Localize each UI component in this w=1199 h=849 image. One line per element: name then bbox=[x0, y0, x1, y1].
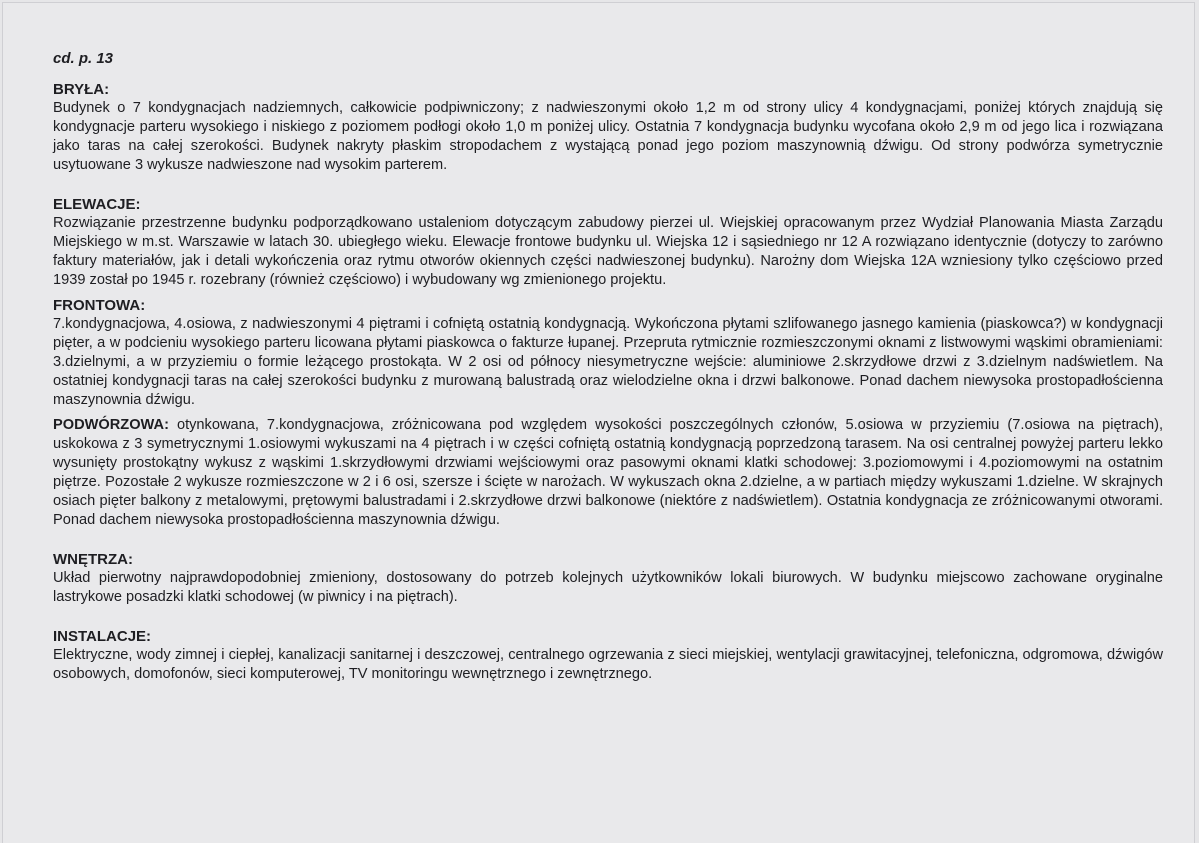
section-podworzowa bbox=[53, 416, 1163, 530]
section-instalacje bbox=[53, 627, 1163, 684]
document-content bbox=[53, 49, 1163, 684]
section-text-bryla: Budynek o 7 kondygnacjach nadziemnych, całkowicie podpiwniczony; z nadwieszonymi około 1,2 m od strony ulicy 4 kondygnacjami, poniżej których znajdują się kondygnacje parteru wysokiego i niskiego z poziomem podłogi około 1,0 m poniżej ulicy. Ostatnia 7 kondygnacja budynku wycofana około 2,9 m od jego lica i rozwiązana jako taras na całej szerokości. Budynek nakryty płaskim stropodachem z wystającą ponad jego poziom maszynownią dźwigu. Od strony podwórza symetrycznie usytuowane 3 wykusze nadwieszone nad wysokim parterem. bbox=[53, 100, 1163, 173]
section-heading-podworzowa: PODWÓRZOWA: bbox=[53, 417, 169, 433]
section-text-instalacje: Elektryczne, wody zimnej i ciepłej, kanalizacji sanitarnej i deszczowej, centralnego ogrzewania z sieci miejskiej, wentylacji grawitacyjnej, telefoniczna, odgromowa, dźwigów osobowych, domofonów, sieci komputerowej, TV monitoringu wewnętrznego i zewnętrznego. bbox=[53, 647, 1163, 682]
section-text-podworzowa: otynkowana, 7.kondygnacjowa, zróżnicowana pod względem wysokości poszczególnych członów, 5.osiowa w przyziemiu (7.osiowa na piętrach), uskokowa z 3 symetrycznymi 1.osiowymi wykuszami na 4 piętrach i w części cofniętą ostatnią kondygnacją poprzedzoną tarasem. Na osi centralnej powyżej parteru lekko wysunięty prostokątny wykusz z wąskimi 1.skrzydłowymi drzwiami wejściowymi oraz pasowymi oknami klatki schodowej: 3.poziomowymi i 4.poziomowymi na ostatnim piętrze. Pozostałe 2 wykusze rozmieszczone w 2 i 6 osi, szersze i ścięte w narożach. W wykuszach okna 2.dzielne, a w partiach między wykuszami 1.dzielne. W skrajnych osiach pięter balkony z metalowymi, prętowymi balustradami i 2.skrzydłowe drzwi balkonowe (niektóre z nadświetlem). Ostatnia kondygnacja ze zróżnicowanymi otworami. Ponad dachem niewysoka prostopadłościenna maszynownia dźwigu. bbox=[53, 417, 1163, 528]
page-reference: cd. p. 13 bbox=[53, 50, 114, 67]
section-heading-frontowa: FRONTOWA: bbox=[53, 297, 146, 314]
section-heading-bryla: BRYŁA: bbox=[53, 81, 110, 98]
section-heading-wnetrza: WNĘTRZA: bbox=[53, 551, 133, 568]
page-bottom-edge bbox=[0, 843, 1199, 849]
section-heading-elewacje: ELEWACJE: bbox=[53, 196, 141, 213]
section-paragraph-podworzowa bbox=[53, 416, 1163, 530]
section-frontowa bbox=[53, 296, 1163, 410]
section-heading-instalacje: INSTALACJE: bbox=[53, 628, 152, 645]
section-bryla bbox=[53, 80, 1163, 175]
section-wnetrza bbox=[53, 550, 1163, 607]
section-text-wnetrza: Układ pierwotny najprawdopodobniej zmieniony, dostosowany do potrzeb kolejnych użytkowników lokali biurowych. W budynku miejscowo zachowane oryginalne lastrykowe posadzki klatki schodowej (w piwnicy i na piętrach). bbox=[53, 570, 1163, 605]
section-text-elewacje: Rozwiązanie przestrzenne budynku podporządkowano ustaleniom dotyczącym zabudowy pierzei ul. Wiejskiej opracowanym przez Wydział Planowania Miasta Zarządu Miejskiego w m.st. Warszawie w latach 30. ubiegłego wieku. Elewacje frontowe budynku ul. Wiejska 12 i sąsiedniego nr 12 A rozwiązano identycznie (dotyczy to zarówno faktury materiałów, jak i detali wykończenia oraz rytmu otworów okiennych części nadwieszonej budynku). Narożny dom Wiejska 12A wzniesiony tylko częściowo przed 1939 został po 1945 r. rozebrany (również częściowo) i wybudowany wg zmienionego projektu. bbox=[53, 215, 1163, 288]
section-elewacje bbox=[53, 195, 1163, 290]
document-page bbox=[2, 2, 1195, 844]
section-text-frontowa: 7.kondygnacjowa, 4.osiowa, z nadwieszonymi 4 piętrami i cofniętą ostatnią kondygnacją. Wykończona płytami szlifowanego jasnego kamienia (piaskowca?) w kondygnacji pięter, a w podcieniu wysokiego parteru licowana płytami piaskowca o fakturze łupanej. Przepruta rytmicznie rozmieszczonymi oknami z listwowymi wąskimi obramieniami: 3.dzielnymi, a w przyziemiu o formie leżącego prostokąta. W 2 osi od północy niesymetryczne wejście: aluminiowe 2.skrzydłowe drzwi z 3.dzielnym nadświetlem. Na ostatniej kondygnacji taras na całej szerokości budynku z murowaną balustradą oraz wielodzielne okna i drzwi balkonowe. Ponad dachem niewysoka prostopadłościenna maszynownia dźwigu. bbox=[53, 316, 1163, 408]
